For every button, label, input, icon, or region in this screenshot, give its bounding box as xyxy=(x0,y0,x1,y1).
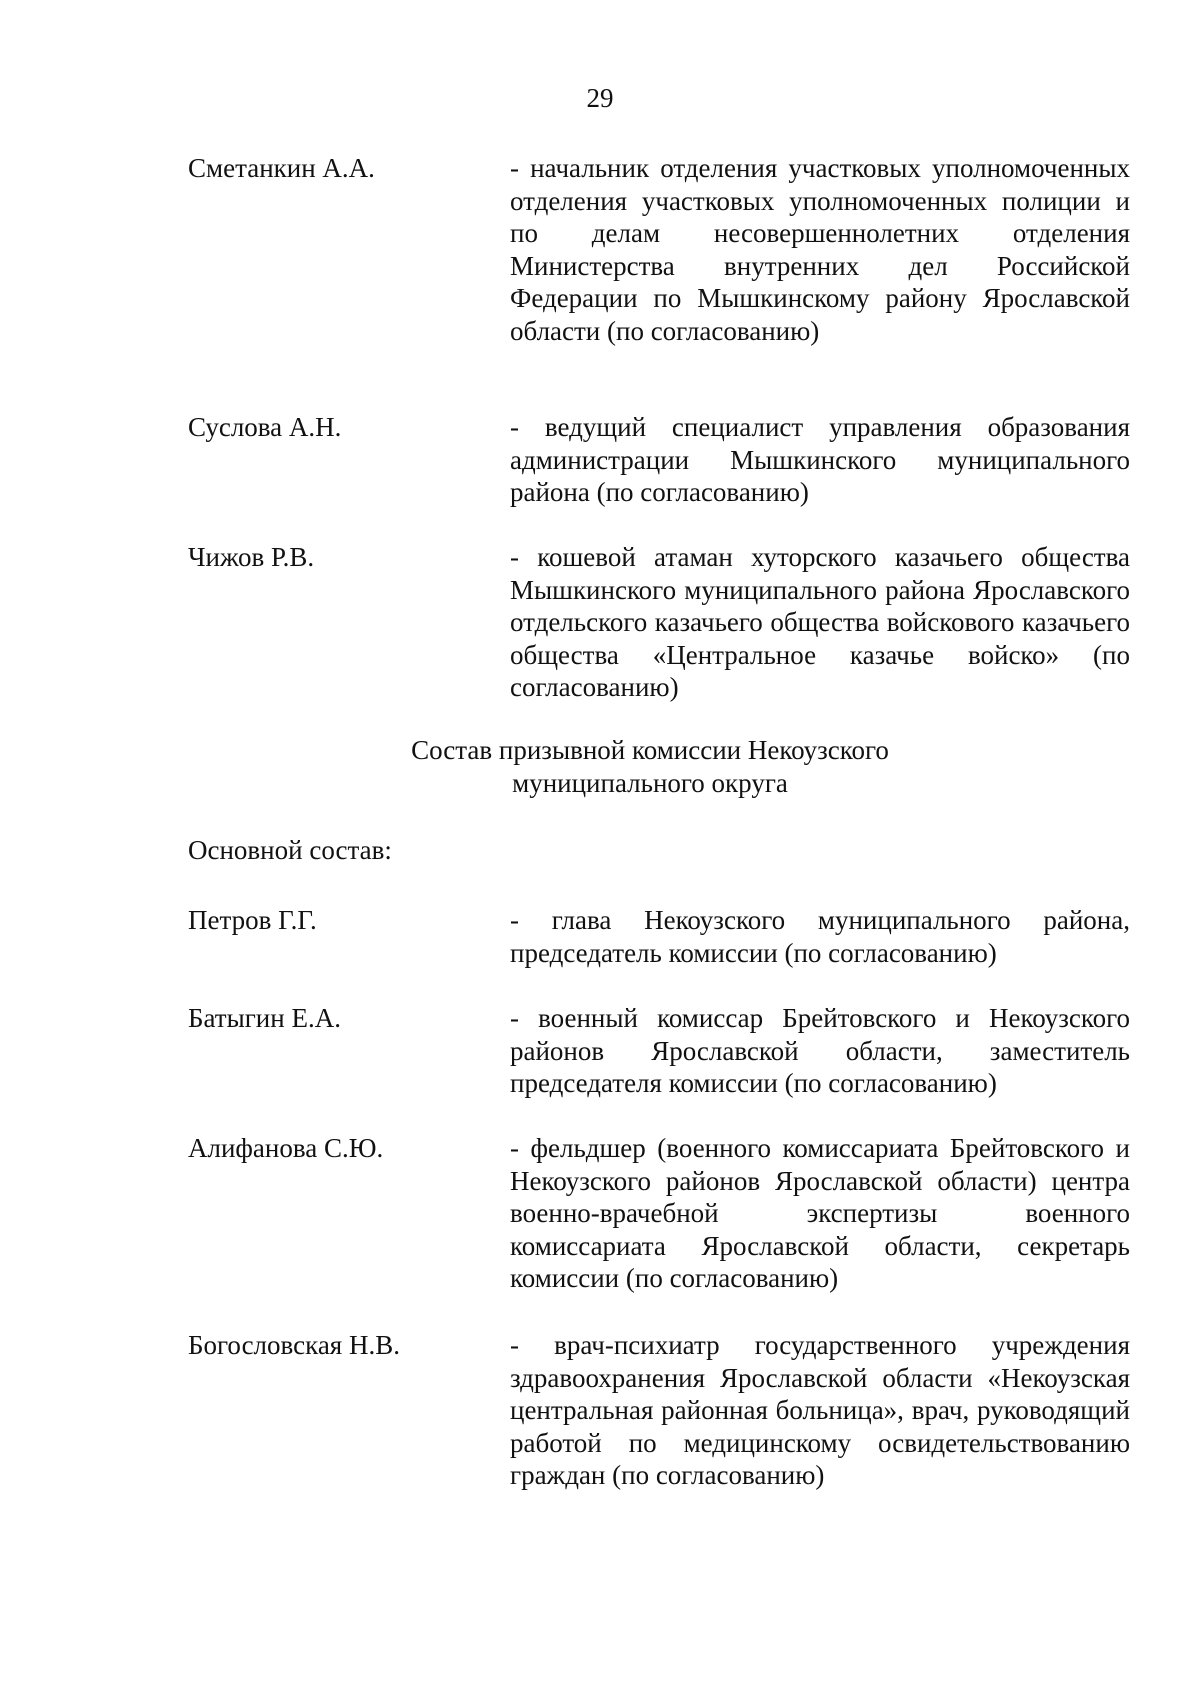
subsection-label: Основной состав: xyxy=(188,835,392,865)
member-name: Алифанова С.Ю. xyxy=(188,1133,384,1163)
section-title: Состав призывной комиссии Некоузского муниципального округа xyxy=(411,735,889,798)
member-position: - фельдшер (военного комиссариата Брейтовского и Некоузского районов Ярославской области) центра военно-врачебной экспертизы военного комиссариата Ярославской области, секретарь комиссии (по согласованию) xyxy=(510,1133,1130,1293)
member-name: Петров Г.Г. xyxy=(188,905,317,935)
page-number: 29 xyxy=(586,83,614,113)
member-position: - глава Некоузского муниципального района, председатель комиссии (по согласованию) xyxy=(510,905,1130,968)
member-position: - кошевой атаман хуторского казачьего общества Мышкинского муниципального района Ярославского отдельского казачьего общества войскового казачьего общества «Центральное казачье войско» (по согласованию) xyxy=(510,542,1130,702)
member-name: Батыгин Е.А. xyxy=(188,1003,341,1033)
member-position: - врач-психиатр государственного учреждения здравоохранения Ярославской области «Некоузская центральная районная больница», врач, руководящий работой по медицинскому освидетельствованию граждан (по согласованию) xyxy=(510,1330,1130,1490)
member-name: Суслова А.Н. xyxy=(188,412,342,442)
member-position: - начальник отделения участковых уполномоченных отделения участковых уполномоченных полиции и по делам несовершеннолетних отделения Министерства внутренних дел Российской Федерации по Мышкинскому району Ярославской области (по согласованию) xyxy=(510,153,1130,346)
member-name: Богословская Н.В. xyxy=(188,1330,400,1360)
member-position: - ведущий специалист управления образования администрации Мышкинского муниципального района (по согласованию) xyxy=(510,412,1130,507)
member-name: Сметанкин А.А. xyxy=(188,153,375,183)
member-name: Чижов Р.В. xyxy=(188,542,315,572)
member-position: - военный комиссар Брейтовского и Некоузского районов Ярославской области, заместитель председателя комиссии (по согласованию) xyxy=(510,1003,1130,1098)
